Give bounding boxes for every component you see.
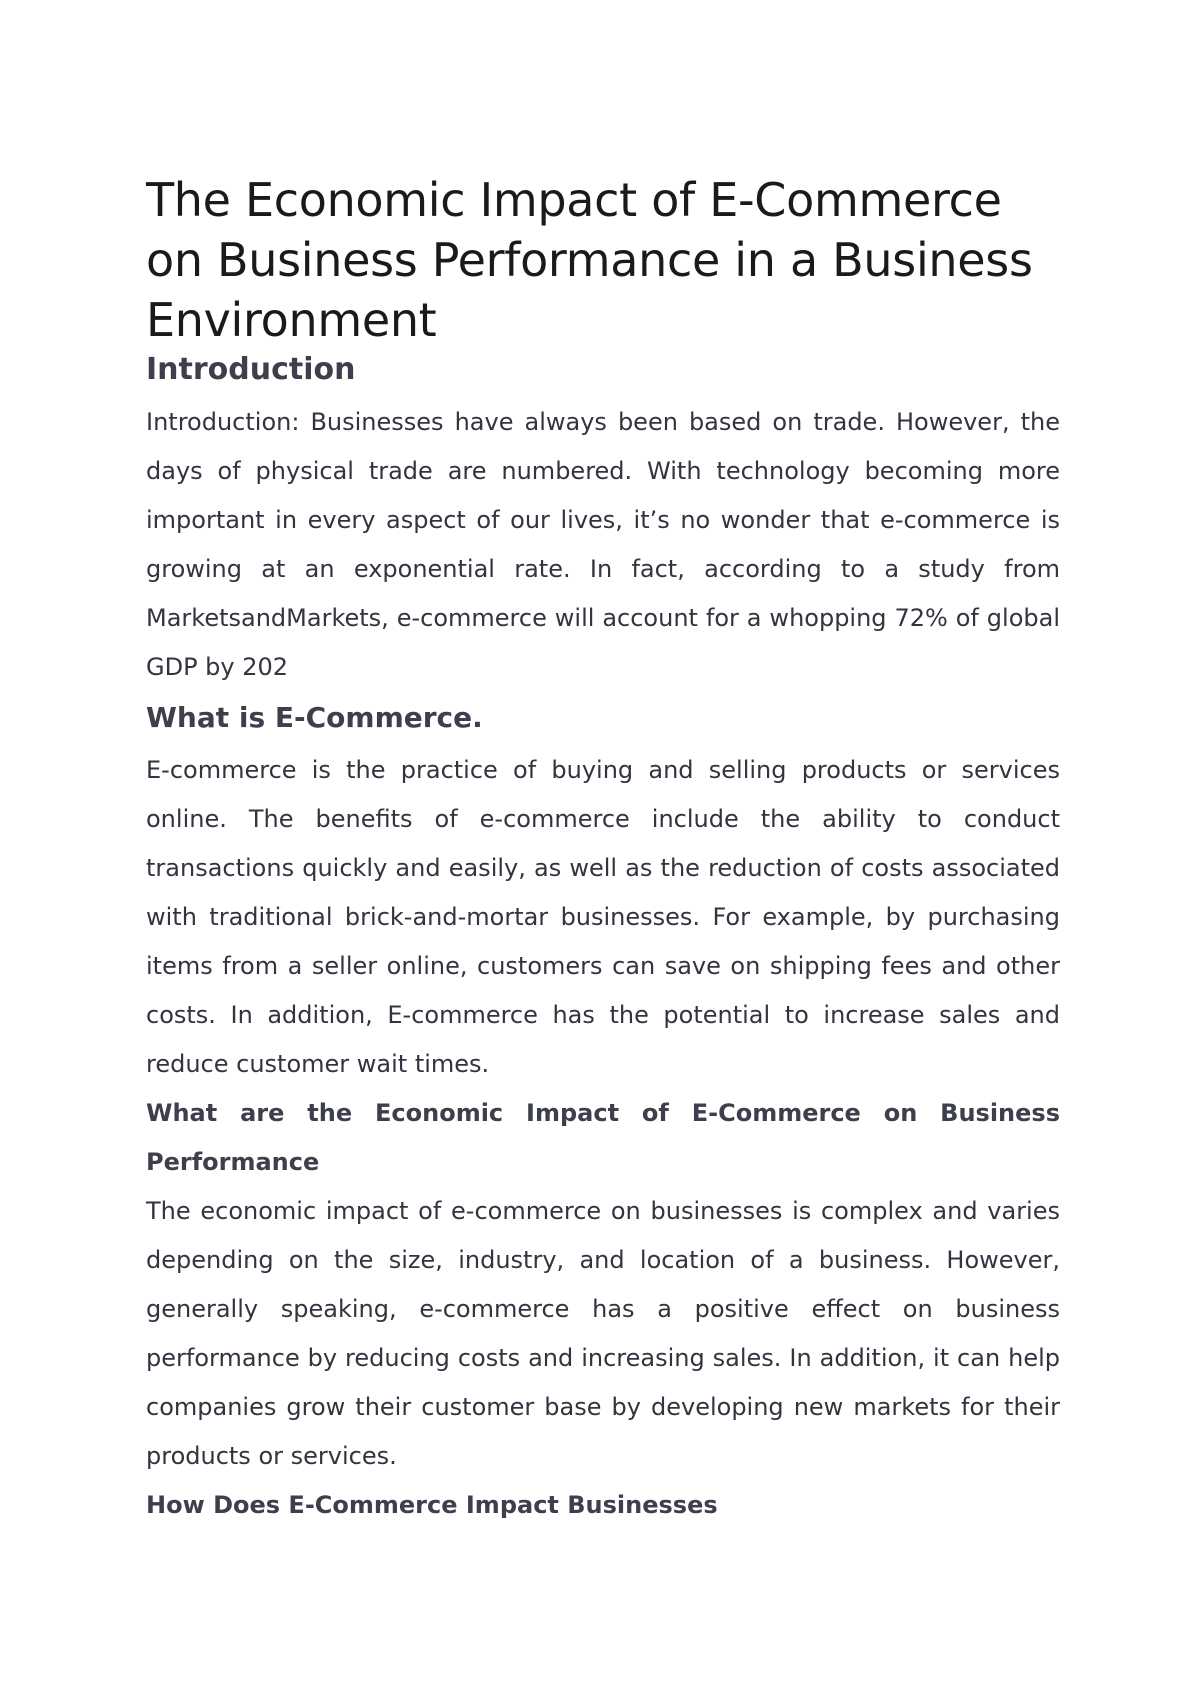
document-page: [146, 170, 1060, 1530]
section-heading-economic-impact: What are the Economic Impact of E-Commerce on Business Performance: [146, 1099, 1060, 1176]
section-body-what-is-ecommerce: E-commerce is the practice of buying and selling products or services online. The benefits of e-commerce include the ability to conduct transactions quickly and easily, as well as the reduction of costs associated with traditional brick-and-mortar businesses. For example, by purchasing items from a seller online, customers can save on shipping fees and other costs. In addition, E-commerce has the potential to increase sales and reduce customer wait times.: [146, 756, 1060, 1078]
document-title: The Economic Impact of E-Commerce on Business Performance in a Business Environment: [146, 173, 1033, 347]
section-heading-introduction: Introduction: [146, 352, 356, 387]
section-body-economic-impact: The economic impact of e-commerce on businesses is complex and varies depending on the size, industry, and location of a business. However, generally speaking, e-commerce has a positive effect on business performance by reducing costs and increasing sales. In addition, it can help companies grow their customer base by developing new markets for their products or services.: [146, 1197, 1060, 1470]
section-body-introduction: Introduction: Businesses have always been based on trade. However, the days of physical trade are numbered. With technology becoming more important in every aspect of our lives, it’s no wonder that e-commerce is growing at an exponential rate. In fact, according to a study from MarketsandMarkets, e-commerce will account for a whopping 72% of global GDP by 202: [146, 408, 1060, 681]
section-heading-what-is-ecommerce: What is E-Commerce.: [146, 701, 483, 734]
section-heading-how-does-ecommerce-impact: How Does E-Commerce Impact Businesses: [146, 1491, 718, 1519]
